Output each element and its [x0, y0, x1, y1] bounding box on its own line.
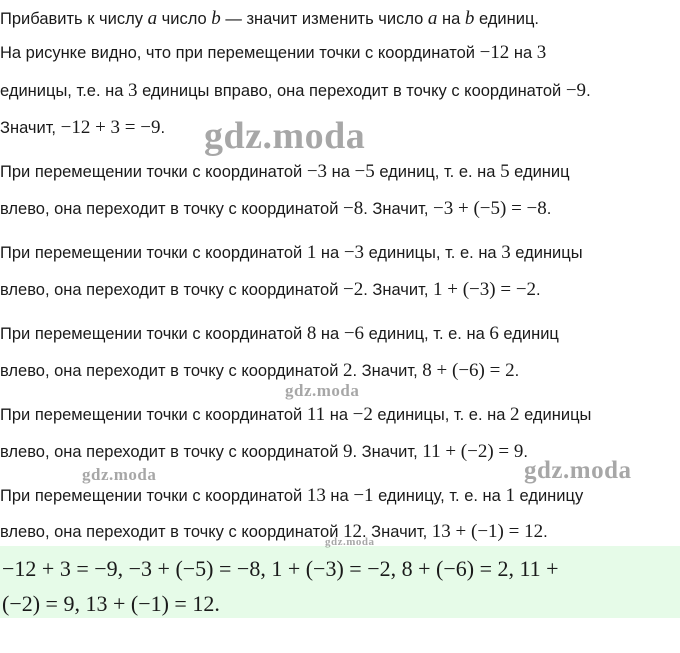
math-expression: b [211, 8, 221, 29]
math-expression: 2 [510, 404, 520, 425]
math-expression: 11 [306, 404, 326, 425]
text-run: на [509, 44, 537, 62]
text-line [0, 324, 559, 343]
text-run: на [437, 10, 465, 28]
math-expression: 1 [505, 485, 515, 506]
text-run: влево, она переходит в точку с координатой [0, 200, 344, 218]
text-line [0, 199, 551, 218]
math-expression: 13 + (−1) = 12 [431, 521, 544, 542]
text-run: на [325, 487, 354, 505]
text-run: Значит, [0, 119, 61, 137]
text-line [0, 486, 583, 505]
text-run: единицу [514, 487, 584, 505]
math-expression: 3 [128, 80, 138, 101]
text-run: При перемещении точки с координатой [0, 406, 307, 424]
math-expression: b [464, 8, 475, 29]
watermark-medium: gdz.moda [524, 457, 632, 484]
math-expression: 6 [489, 323, 499, 344]
math-expression: −3 [306, 161, 328, 182]
text-run: При перемещении точки с координатой [0, 325, 307, 343]
text-run: . [586, 82, 591, 100]
text-run: на [316, 244, 344, 262]
text-line [0, 522, 548, 541]
text-run: единицу, т. е. на [373, 487, 506, 505]
text-run: При перемещении точки с координатой [0, 244, 307, 262]
answer-line-1: −12 + 3 = −9, −3 + (−5) = −8, 1 + (−3) = −2, 8 + (−6) = 2, 11 + [2, 556, 559, 581]
text-line [0, 361, 519, 380]
text-run: Прибавить к числу [0, 10, 148, 28]
math-expression: −12 + 3 = −9 [60, 117, 161, 138]
answer-line-2: (−2) = 9, 13 + (−1) = 12. [2, 591, 220, 616]
text-run: . [543, 523, 548, 541]
text-run: единиц, т. е. на [374, 163, 501, 181]
math-expression: −1 [353, 485, 374, 506]
math-expression: 3 [501, 242, 511, 263]
math-expression: a [427, 8, 438, 29]
math-expression: −3 [343, 242, 365, 263]
math-expression: −12 [479, 42, 510, 63]
text-line [0, 43, 546, 62]
math-expression: −8 [343, 198, 364, 219]
text-run: . [546, 200, 552, 218]
text-run: единиц, т. е. на [364, 325, 490, 343]
text-run: единиц [498, 325, 559, 343]
math-expression: 13 [306, 485, 326, 506]
text-run: . [514, 362, 520, 380]
math-expression: 5 [500, 161, 510, 182]
text-run: На рисунке видно, что при перемещении точки с координатой [0, 44, 480, 62]
text-run: . [536, 281, 541, 299]
math-expression: −2 [352, 404, 373, 425]
text-line [0, 81, 591, 100]
text-run: . [523, 443, 528, 461]
math-expression: −9 [565, 80, 587, 101]
watermark-tiny: gdz.moda [325, 536, 375, 548]
math-expression: a [147, 8, 158, 29]
text-run: При перемещении точки с координатой [0, 487, 307, 505]
watermark-small: gdz.moda [285, 381, 360, 400]
text-line [0, 9, 539, 28]
math-expression: 8 [306, 323, 317, 344]
math-expression: 2 [343, 360, 353, 381]
text-run: — значит изменить число [220, 10, 428, 28]
text-run: единицы [510, 244, 583, 262]
text-run: единиц. [474, 10, 539, 28]
math-expression: 1 + (−3) = −2 [433, 279, 537, 300]
math-expression: −6 [343, 323, 365, 344]
text-run: При перемещении точки с координатой [0, 163, 307, 181]
math-expression: 12 [343, 521, 363, 542]
text-run: . Значит, [363, 281, 434, 299]
text-run: единицы, т. е. на [364, 244, 502, 262]
watermark-large: gdz.moda [204, 115, 366, 157]
text-line [0, 162, 570, 181]
text-run: единиц [509, 163, 570, 181]
math-expression: −3 + (−5) = −8 [433, 198, 547, 219]
text-line [0, 405, 591, 424]
math-expression: 8 + (−6) = 2 [422, 360, 515, 381]
text-run: единицы вправо, она переходит в точку с координатой [137, 82, 566, 100]
text-run: . Значит, [352, 362, 423, 380]
math-expression: 3 [536, 42, 547, 63]
text-run: на [316, 325, 344, 343]
text-run: влево, она переходит в точку с координатой [0, 523, 344, 541]
text-run: на [325, 406, 353, 424]
text-run: . Значит, [362, 523, 432, 541]
text-line [0, 118, 165, 137]
text-run: . Значит, [352, 443, 423, 461]
math-expression: 11 + (−2) = 9 [422, 441, 524, 462]
answer-box [0, 546, 680, 618]
text-run: число [157, 10, 212, 28]
watermark-small: gdz.moda [82, 465, 157, 484]
text-line [0, 243, 583, 262]
text-run: . [160, 119, 166, 137]
math-expression: 9 [343, 441, 353, 462]
math-expression: 1 [306, 242, 317, 263]
text-run: влево, она переходит в точку с координатой [0, 362, 344, 380]
math-expression: −2 [343, 279, 364, 300]
text-run: единицы, т.е. на [0, 82, 128, 100]
text-run: единицы, т. е. на [372, 406, 510, 424]
math-expression: −5 [354, 161, 375, 182]
text-run: . Значит, [363, 200, 434, 218]
text-line [0, 442, 528, 461]
text-line [0, 280, 541, 299]
text-run: влево, она переходит в точку с координатой [0, 281, 344, 299]
text-run: влево, она переходит в точку с координатой [0, 443, 344, 461]
text-run: единицы [519, 406, 592, 424]
text-run: на [327, 163, 355, 181]
